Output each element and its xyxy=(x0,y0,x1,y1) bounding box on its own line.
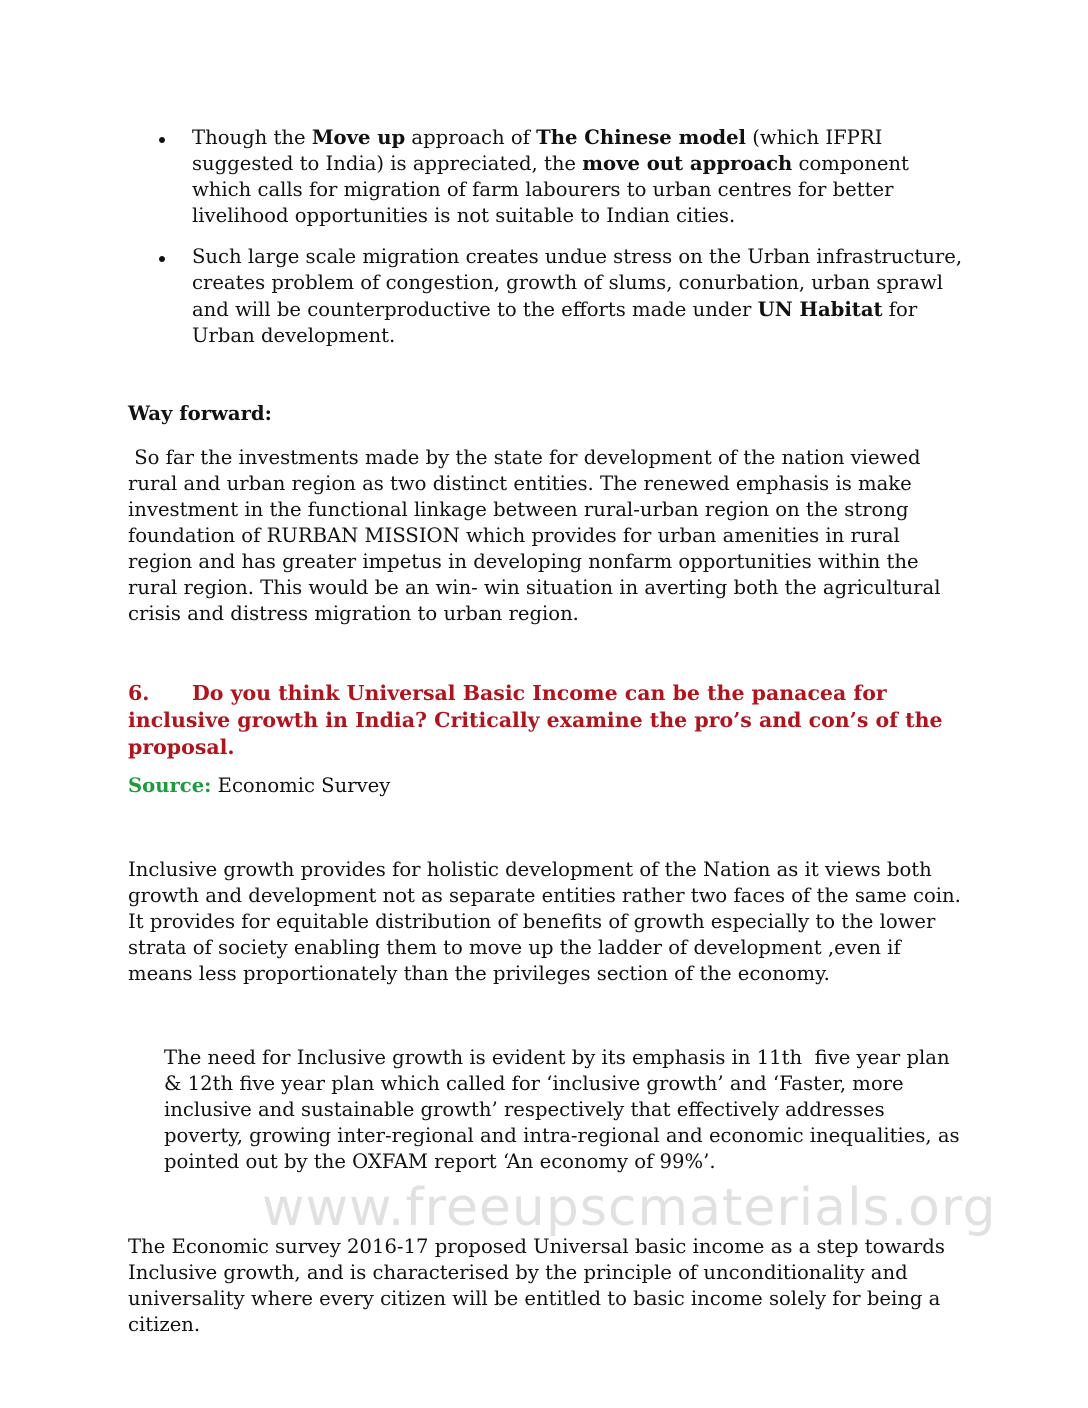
need-inclusive-growth-paragraph: The need for Inclusive growth is evident by its emphasis in 11th five year plan & 12th five year plan which called for ‘inclusive growth’ and ‘Faster, more inclusive and sustainable growth’ respectively that effectively addresses poverty, growing inter-regional and intra-regional and economic inequalities, as pointed out by the OXFAM report ‘An economy of 99%’. xyxy=(164,1046,960,1174)
economic-survey-paragraph: The Economic survey 2016-17 proposed Universal basic income as a step towards Inclusive growth, and is characterised by the principle of unconditionality and universality where every citizen will be entitled to basic income solely for being a citizen. xyxy=(128,1234,945,1336)
document-page xyxy=(128,125,964,1338)
source-line xyxy=(128,773,964,799)
bullet-bold-text: UN Habitat xyxy=(757,297,883,321)
bullet-text: Though the xyxy=(192,126,312,149)
source-label: Source: xyxy=(128,773,212,797)
question-number: 6. xyxy=(128,680,150,705)
bullet-text: (which IFPRI suggested to India) is appreciated, the xyxy=(192,126,883,176)
bullet-text: for Urban development. xyxy=(192,297,918,347)
bullet-item-chinese-model xyxy=(128,125,964,229)
bullet-item-migration-stress xyxy=(128,244,964,348)
bullet-bold-text: move out approach xyxy=(582,152,793,176)
bullet-bold-text: The Chinese model xyxy=(536,126,746,149)
watermark: www.freeupscmaterials.org xyxy=(262,1178,997,1238)
bullet-dot-icon xyxy=(159,256,165,262)
question-text: Do you think Universal Basic Income can be the panacea for inclusive growth in India? Critically examine the pro’s and con’s of the proposal. xyxy=(128,680,943,759)
way-forward-paragraph: So far the investments made by the state for development of the nation viewed rural and urban region as two distinct entities. The renewed emphasis is make investment in the functional linkage between rural-urban region on the strong foundation of RURBAN MISSION which provides for urban amenities in rural region and has greater impetus in developing nonfarm opportunities within the rural region. This would be an win- win situation in averting both the agricultural crisis and distress migration to urban region. xyxy=(128,445,941,626)
bullet-text: approach of xyxy=(405,126,537,149)
bullet-text: Such large scale migration creates undue stress on the Urban infrastructure, creates problem of congestion, growth of slums, conurbation, urban sprawl and will be counterproductive to the efforts made under xyxy=(192,245,963,321)
bullet-bold-text: Move up xyxy=(311,126,406,149)
bullet-text: component which calls for migration of farm labourers to urban centres for better livelihood opportunities is not suitable to Indian cities. xyxy=(192,152,909,228)
question-heading xyxy=(128,680,964,761)
way-forward-heading: Way forward: xyxy=(128,401,272,425)
source-value: Economic Survey xyxy=(211,773,391,797)
bullet-dot-icon xyxy=(159,137,165,143)
bullet-list xyxy=(128,125,964,349)
inclusive-growth-paragraph: Inclusive growth provides for holistic development of the Nation as it views both growth and development not as separate entities rather two faces of the same coin. It provides for equitable distribution of benefits of growth especially to the lower strata of society enabling them to move up the ladder of development ,even if means less proportionately than the privileges section of the economy. xyxy=(128,857,961,985)
